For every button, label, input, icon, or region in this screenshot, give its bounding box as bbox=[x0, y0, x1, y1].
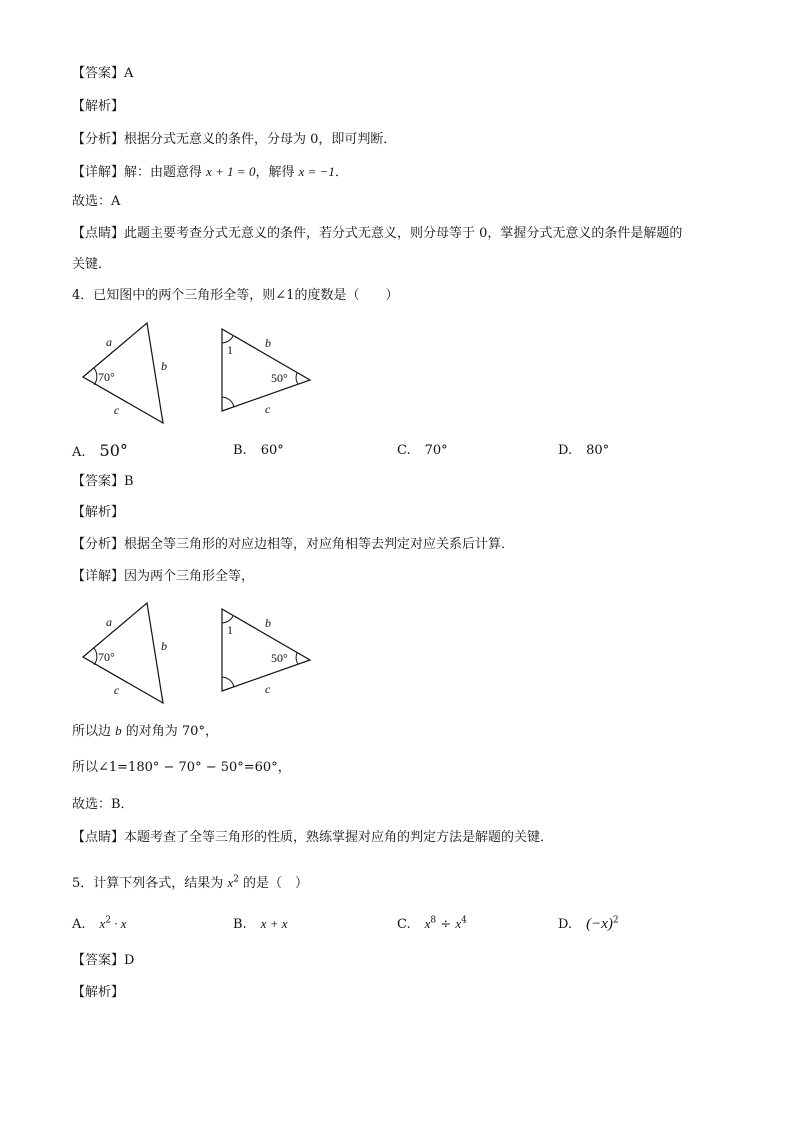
q5-option-c-base2: x bbox=[455, 916, 462, 931]
q4-line1-prefix: 所以边 bbox=[72, 724, 116, 739]
q3-analysis-title: 【解析】 bbox=[72, 99, 125, 114]
q5-option-c-label: C. bbox=[397, 917, 411, 932]
q4-option-b-text: 60° bbox=[260, 443, 284, 458]
q5-stem-suffix: 的是（ ） bbox=[238, 876, 309, 891]
q4-answer: 【答案】B bbox=[72, 474, 134, 489]
q5-analysis-title: 【解析】 bbox=[72, 985, 125, 1000]
q5-option-a-rest: · x bbox=[111, 916, 127, 931]
q4-option-c-text: 70° bbox=[424, 443, 448, 458]
q4-option-d-text: 80° bbox=[586, 443, 610, 458]
label-side-b-repeat: b bbox=[161, 639, 167, 653]
q5-stem-base: x bbox=[227, 875, 234, 890]
q5-option-a bbox=[72, 914, 127, 935]
q3-dianjing-cont: 关键． bbox=[72, 257, 112, 272]
q4-detail: 【详解】因为两个三角形全等， bbox=[72, 569, 255, 584]
q4-triangles-figure-repeat bbox=[0, 280, 794, 720]
q3-detail-prefix: 【详解】解：由题意得 bbox=[72, 165, 207, 180]
q4-fenxi: 【分析】根据全等三角形的对应边相等，对应角相等去判定对应关系后计算． bbox=[72, 537, 515, 552]
label-side-c-repeat: c bbox=[114, 683, 120, 697]
label-side-a-repeat: a bbox=[106, 615, 112, 629]
label-side-b-right: b bbox=[265, 336, 271, 350]
q5-option-d bbox=[558, 914, 619, 935]
q5-option-b-text: x + x bbox=[260, 916, 288, 931]
q4-option-a-text: 50° bbox=[99, 441, 128, 460]
angle-arc-1-repeat bbox=[222, 616, 233, 623]
q3-dianjing: 【点睛】此题主要考查分式无意义的条件，若分式无意义，则分母等于 0，掌握分式无意义的条件是解题的 bbox=[72, 226, 683, 241]
q5-option-d-inner: (−x) bbox=[586, 916, 613, 932]
q5-stem-prefix: 5．计算下列各式，结果为 bbox=[72, 876, 228, 891]
q3-equation-2: x = −1 bbox=[298, 164, 335, 179]
q4-line1-suffix: 的对角为 70°， bbox=[121, 724, 218, 739]
q5-answer: 【答案】D bbox=[72, 953, 135, 968]
q5-option-c-exp1: 8 bbox=[430, 915, 437, 926]
q5-stem-exp: 2 bbox=[233, 874, 239, 885]
q5-option-b-label: B. bbox=[233, 917, 247, 932]
q4-dianjing: 【点睛】本题考查了全等三角形的性质，熟练掌握对应角的判定方法是解题的关键． bbox=[72, 830, 554, 845]
q4-line1-var: b bbox=[115, 723, 122, 738]
q3-choose: 故选：A bbox=[72, 194, 121, 209]
q5-option-b bbox=[233, 914, 288, 935]
q4-option-b-label: B. bbox=[233, 443, 247, 458]
label-side-c-right: c bbox=[265, 402, 271, 416]
q5-option-d-label: D. bbox=[558, 917, 573, 932]
q3-equation-1: x + 1 = 0 bbox=[206, 164, 256, 179]
q5-option-c-op: ÷ bbox=[436, 917, 456, 932]
q5-stem bbox=[72, 873, 308, 894]
label-side-b: b bbox=[161, 359, 167, 373]
angle-arc-bottom-repeat bbox=[222, 677, 234, 687]
q4-opposite-angle bbox=[72, 721, 218, 742]
label-side-c: c bbox=[114, 403, 120, 417]
q3-detail-mid: ，解得 bbox=[255, 165, 299, 180]
angle-arc-50-repeat bbox=[296, 653, 298, 664]
q5-option-c-exp2: 4 bbox=[461, 915, 467, 926]
label-angle-50: 50° bbox=[271, 371, 288, 385]
label-side-a: a bbox=[106, 335, 112, 349]
label-side-b-right-repeat: b bbox=[265, 616, 271, 630]
q5-option-c bbox=[397, 914, 467, 935]
q4-choose: 故选：B． bbox=[72, 797, 134, 812]
q4-analysis-title: 【解析】 bbox=[72, 505, 125, 520]
q4-option-d-label: D. bbox=[558, 443, 573, 458]
label-angle-50-repeat: 50° bbox=[271, 651, 288, 665]
label-side-c-right-repeat: c bbox=[265, 682, 271, 696]
q5-option-a-exp: 2 bbox=[105, 915, 112, 926]
q5-option-a-base: x bbox=[99, 916, 106, 931]
q4-stem-prefix: 4．已知图中的两个三角形全等，则 bbox=[72, 288, 276, 303]
q4-calculation: 所以∠1=180° − 70° − 50°=60°， bbox=[72, 760, 291, 775]
q5-option-a-label: A. bbox=[72, 917, 86, 932]
q4-stem-angle: ∠1 bbox=[275, 288, 295, 303]
label-angle-1-repeat: 1 bbox=[227, 623, 233, 637]
q3-detail-end: ． bbox=[334, 165, 348, 180]
triangle-left-shape-repeat bbox=[83, 603, 163, 703]
label-angle-1: 1 bbox=[227, 343, 233, 357]
q4-option-c-label: C. bbox=[397, 443, 411, 458]
q5-option-c-base1: x bbox=[424, 916, 431, 931]
label-angle-70-repeat: 70° bbox=[98, 650, 115, 664]
triangle-left-repeat bbox=[83, 603, 167, 703]
q5-option-d-exp: 2 bbox=[612, 915, 619, 926]
q4-option-a-label: A. bbox=[72, 445, 86, 460]
triangle-right-repeat bbox=[222, 609, 310, 696]
q3-fenxi: 【分析】根据分式无意义的条件，分母为 0，即可判断． bbox=[72, 132, 397, 147]
q4-stem-suffix: 的度数是（ ） bbox=[294, 288, 399, 303]
label-angle-70: 70° bbox=[98, 370, 115, 384]
q3-answer: 【答案】A bbox=[72, 66, 134, 81]
angle-arc-70-repeat bbox=[94, 648, 97, 665]
